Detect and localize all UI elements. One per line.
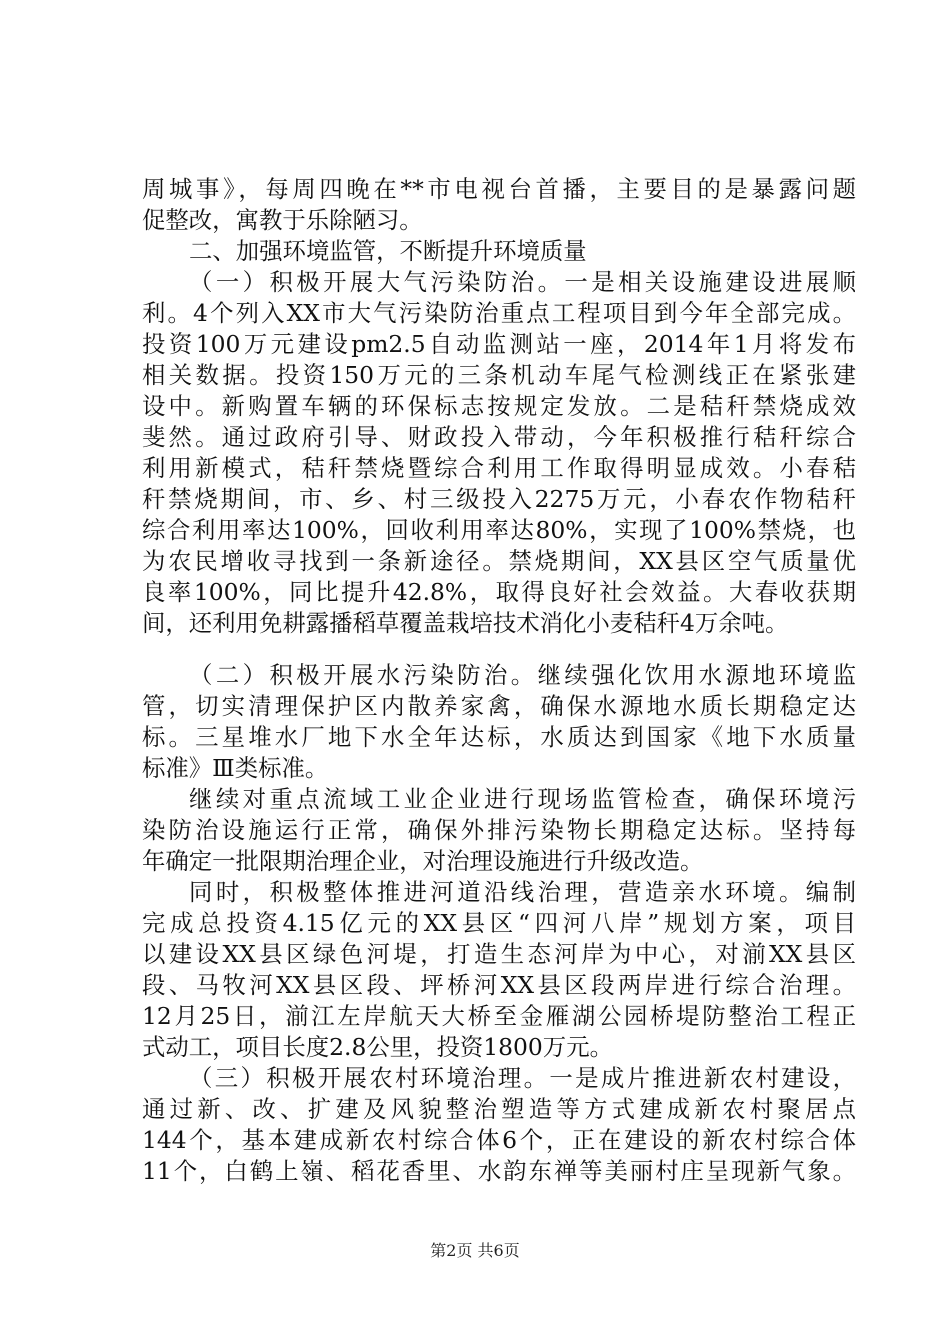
page-footer: 第2页 共6页 (430, 1241, 520, 1260)
text-line: 利用新模式，秸秆禁烧暨综合利用工作取得明显成效。小春秸 (142, 454, 856, 482)
text-line: 144个，基本建成新农村综合体6个，正在建设的新农村综合体 (142, 1126, 856, 1154)
text-line: 年确定一批限期治理企业，对治理设施进行升级改造。 (142, 847, 704, 875)
section-heading: 二、加强环境监管，不断提升环境质量 (189, 237, 587, 265)
text-line: 设中。新购置车辆的环保标志按规定发放。二是秸秆禁烧成效 (142, 392, 856, 420)
text-line: （二）积极开展水污染防治。继续强化饮用水源地环境监 (189, 661, 856, 689)
text-line: 式动工，项目长度2.8公里，投资1800万元。 (142, 1033, 613, 1061)
text-line: 综合利用率达100%，回收利用率达80%，实现了100%禁烧，也 (142, 516, 856, 544)
text-line: 通过新、改、扩建及风貌整治塑造等方式建成新农村聚居点 (142, 1095, 856, 1123)
text-line: 间，还利用免耕露播稻草覆盖栽培技术消化小麦秸秆4万余吨。 (142, 609, 789, 637)
text-line: 周城事》，每周四晚在**市电视台首播，主要目的是暴露问题 (142, 175, 856, 203)
text-line: 同时，积极整体推进河道沿线治理，营造亲水环境。编制 (189, 878, 856, 906)
paragraph-gap (142, 639, 856, 660)
text-line: 继续对重点流域工业企业进行现场监管检查，确保环境污 (189, 785, 856, 813)
text-line: 促整改，寓教于乐除陋习。 (142, 206, 423, 234)
text-line: 秆禁烧期间，市、乡、村三级投入2275万元，小春农作物秸秆 (142, 485, 856, 513)
text-line: 斐然。通过政府引导、财政投入带动，今年积极推行秸秆综合 (142, 423, 856, 451)
text-line: 以建设XX县区绿色河堤，打造生态河岸为中心，对湔XX县区 (142, 940, 856, 968)
text-line: 完成总投资4.15亿元的XX县区“四河八岸”规划方案，项目 (142, 909, 856, 937)
text-line: （一）积极开展大气污染防治。一是相关设施建设进展顺 (189, 268, 856, 296)
text-line: 投资100万元建设pm2.5自动监测站一座，2014年1月将发布 (142, 330, 856, 358)
text-line: 利。4个列入XX市大气污染防治重点工程项目到今年全部完成。 (142, 299, 856, 327)
text-line: 标。三星堆水厂地下水全年达标，水质达到国家《地下水质量 (142, 723, 856, 751)
text-line: 标准》Ⅲ类标准。 (142, 754, 329, 782)
document-body (142, 174, 856, 1187)
text-line: 相关数据。投资150万元的三条机动车尾气检测线正在紧张建 (142, 361, 856, 389)
text-line: 段、马牧河XX县区段、坪桥河XX县区段两岸进行综合治理。 (142, 971, 856, 999)
text-line: 为农民增收寻找到一条新途径。禁烧期间，XX县区空气质量优 (142, 547, 856, 575)
text-line: 11个，白鹤上嶺、稻花香里、水韵东禅等美丽村庄呈现新气象。 (142, 1157, 856, 1185)
text-line: 12月25日，湔江左岸航天大桥至金雁湖公园桥堤防整治工程正 (142, 1002, 856, 1030)
text-line: 管，切实清理保护区内散养家禽，确保水源地水质长期稳定达 (142, 692, 856, 720)
text-line: 良率100%，同比提升42.8%，取得良好社会效益。大春收获期 (142, 578, 856, 606)
text-line: （三）积极开展农村环境治理。一是成片推进新农村建设， (189, 1064, 856, 1092)
text-line: 染防治设施运行正常，确保外排污染物长期稳定达标。坚持每 (142, 816, 856, 844)
